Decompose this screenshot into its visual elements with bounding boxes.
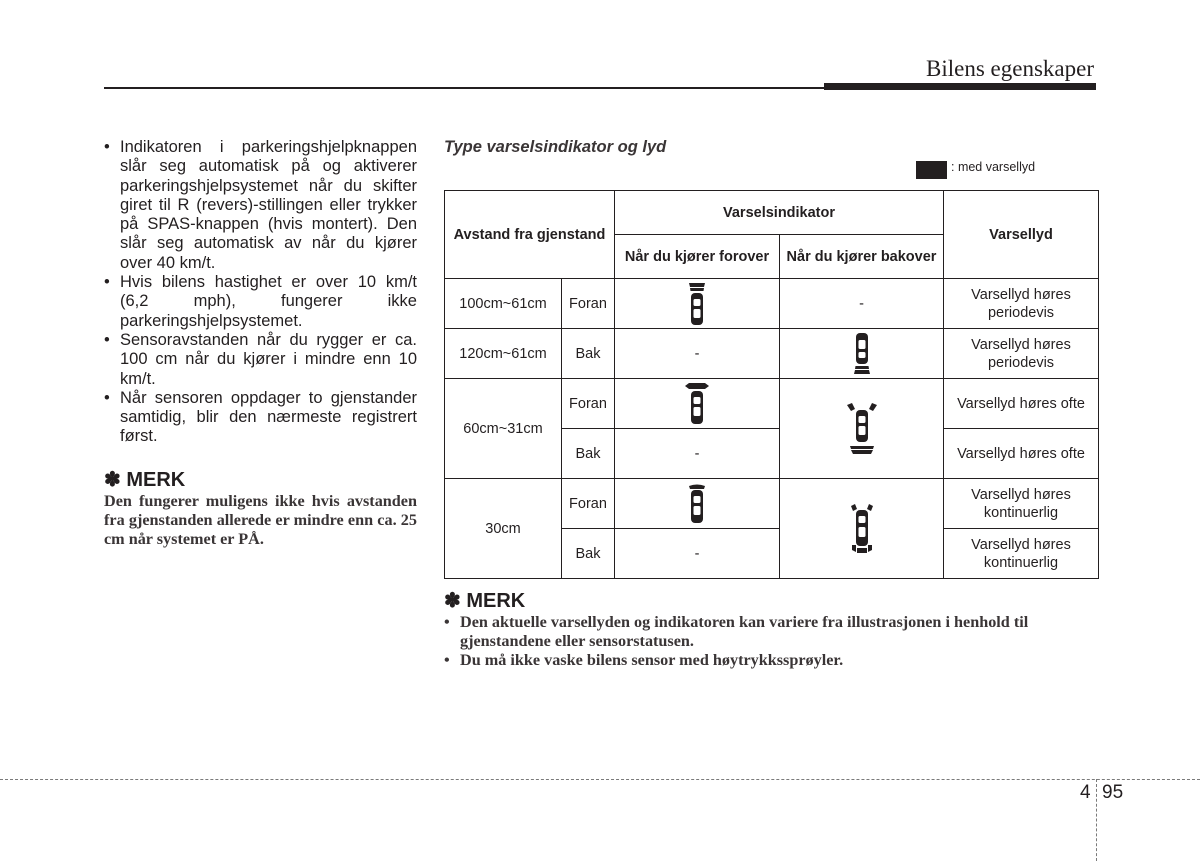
position-cell: Foran: [562, 479, 615, 529]
header-backward: Når du kjører bakover: [780, 235, 944, 279]
header-forward: Når du kjører forover: [615, 235, 780, 279]
car-front-mid-icon: [683, 382, 711, 426]
note-star-icon: ✽: [104, 468, 121, 491]
header-rule-accent: [824, 83, 1096, 90]
note-heading: ✽ MERK: [104, 468, 186, 491]
sound-cell: Varsellyd høres ofte: [944, 429, 1099, 479]
note-list: [444, 613, 1098, 670]
list-item: • Når sensoren oppdager to gjenstander samtidig, blir den nærmeste registrert først.: [104, 388, 417, 446]
section-title: Type varselsindikator og lyd: [444, 138, 667, 156]
car-rear-far-icon: [851, 332, 873, 376]
position-cell: Bak: [562, 529, 615, 579]
sound-cell: Varsellyd høres periodevis: [944, 279, 1099, 329]
sound-cell: Varsellyd høres ofte: [944, 379, 1099, 429]
note-body: Den fungerer muligens ikke hvis avstanden fra gjenstanden allerede er mindre enn ca. 25 cm når systemet er PÅ.: [104, 491, 417, 548]
page-number: 95: [1102, 782, 1124, 803]
legend-swatch: [916, 161, 947, 179]
bullet-list: [104, 138, 417, 447]
backward-cell: [780, 379, 944, 479]
position-cell: Foran: [562, 279, 615, 329]
forward-cell: [615, 379, 780, 429]
forward-cell: -: [615, 529, 780, 579]
left-column: [104, 138, 417, 549]
list-item: • Du må ikke vaske bilens sensor med høytrykkssprøyler.: [444, 651, 844, 669]
table-row: [445, 379, 1099, 429]
chapter-title: Bilens egenskaper: [926, 56, 1094, 81]
page-divider: [1096, 779, 1097, 861]
note-heading: ✽ MERK: [444, 590, 526, 612]
car-both-near-icon: [847, 504, 877, 554]
warning-table: [444, 190, 1099, 579]
backward-cell: [780, 479, 944, 579]
list-item: • Sensoravstanden når du rygger er ca. 100 cm når du kjører i mindre enn 10 km/t.: [104, 330, 417, 388]
table-note: [444, 589, 1098, 670]
distance-cell: 60cm~31cm: [445, 379, 562, 479]
position-cell: Foran: [562, 379, 615, 429]
car-front-near-icon: [685, 484, 709, 524]
distance-cell: 120cm~61cm: [445, 329, 562, 379]
backward-cell: [780, 329, 944, 379]
sound-cell: Varsellyd høres periodevis: [944, 329, 1099, 379]
table-row: [445, 279, 1099, 329]
header-distance: Avstand fra gjenstand: [445, 191, 615, 279]
legend-text: : med varsellyd: [951, 160, 1036, 174]
note-star-icon: ✽: [444, 590, 461, 612]
footer-divider: [0, 779, 1200, 780]
distance-cell: 30cm: [445, 479, 562, 579]
sound-cell: Varsellyd høres kontinuerlig: [944, 479, 1099, 529]
header-sound: Varsellyd: [944, 191, 1099, 279]
position-cell: Bak: [562, 429, 615, 479]
distance-cell: 100cm~61cm: [445, 279, 562, 329]
forward-cell: [615, 279, 780, 329]
position-cell: Bak: [562, 329, 615, 379]
list-item: • Indikatoren i parkeringshjelpknappen slår seg automatisk på og aktiverer parkeringshjelpsystemet når du skifter giret til R (revers)-stillingen eller trykker på SPAS-knappen (hvis montert). Den slår seg automatisk av når du kjører over 40 km/t.: [104, 138, 417, 272]
forward-cell: [615, 479, 780, 529]
forward-cell: -: [615, 329, 780, 379]
sound-cell: Varsellyd høres kontinuerlig: [944, 529, 1099, 579]
car-both-mid-icon: [845, 402, 879, 456]
header-rule: [104, 87, 824, 89]
table-row: [445, 479, 1099, 529]
header-indicator: Varselsindikator: [615, 191, 944, 235]
chapter-number: 4: [1080, 782, 1091, 803]
table-row: [445, 329, 1099, 379]
forward-cell: -: [615, 429, 780, 479]
list-item: • Hvis bilens hastighet er over 10 km/t (6,2 mph), fungerer ikke parkeringshjelpsystemet.: [104, 273, 417, 330]
backward-cell: -: [780, 279, 944, 329]
car-front-far-icon: [686, 282, 708, 326]
list-item: • Den aktuelle varsellyden og indikatoren kan variere fra illustrasjonen i henhold til gjenstandene eller sensorstatusen.: [444, 613, 1029, 650]
